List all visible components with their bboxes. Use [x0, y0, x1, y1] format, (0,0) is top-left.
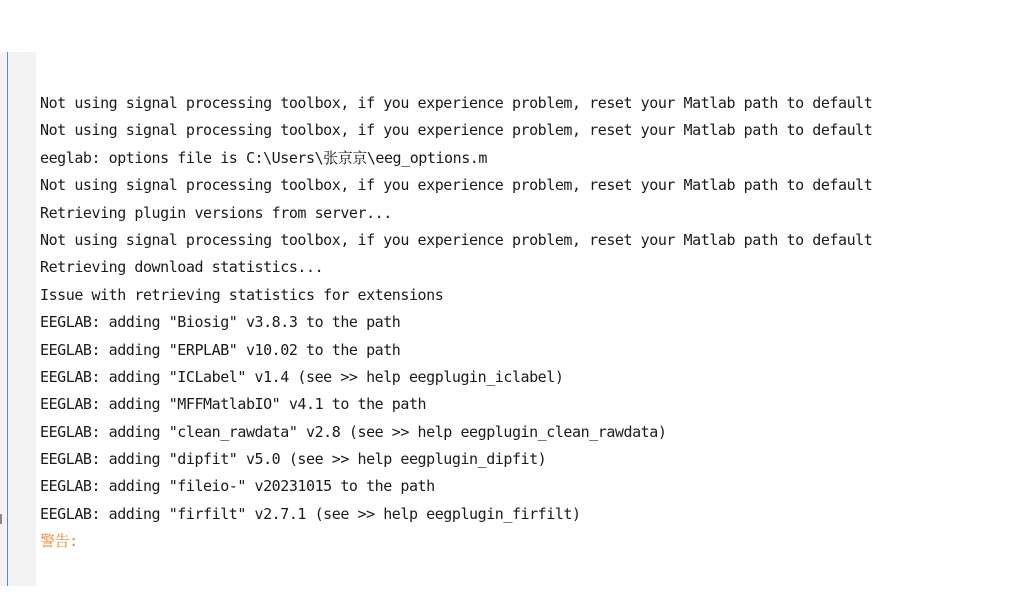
console-line: Not using signal processing toolbox, if you experience problem, reset your Matlab path to default — [40, 176, 873, 195]
command-window-output[interactable] — [40, 90, 1010, 556]
console-line: Issue with retrieving statistics for extensions — [40, 285, 444, 304]
console-line: EEGLAB: adding "clean_rawdata" v2.8 (see >> help eegplugin_clean_rawdata) — [40, 422, 667, 441]
console-line: EEGLAB: adding "dipfit" v5.0 (see >> help eegplugin_dipfit) — [40, 450, 547, 469]
left-gutter — [0, 52, 36, 586]
console-line: eeglab: options file is C:\Users\张京京\eeg_options.m — [40, 148, 487, 167]
console-line: EEGLAB: adding "Biosig" v3.8.3 to the path — [40, 313, 401, 332]
console-line: Retrieving plugin versions from server... — [40, 203, 392, 222]
console-line: EEGLAB: adding "ERPLAB" v10.02 to the path — [40, 340, 401, 359]
console-line: EEGLAB: adding "MFFMatlabIO" v4.1 to the path — [40, 395, 427, 414]
console-line: Not using signal processing toolbox, if you experience problem, reset your Matlab path to default — [40, 121, 873, 140]
console-line: Retrieving download statistics... — [40, 258, 324, 277]
console-line: EEGLAB: adding "ICLabel" v1.4 (see >> help eegplugin_iclabel) — [40, 367, 564, 386]
console-line: EEGLAB: adding "firfilt" v2.7.1 (see >> help eegplugin_firfilt) — [40, 504, 581, 523]
warning-label: 警告: — [40, 532, 78, 551]
gutter-tick-mark — [0, 514, 2, 524]
console-line: EEGLAB: adding "fileio-" v20231015 to the path — [40, 477, 435, 496]
console-line: Not using signal processing toolbox, if you experience problem, reset your Matlab path to default — [40, 230, 873, 249]
console-line: Not using signal processing toolbox, if you experience problem, reset your Matlab path to default — [40, 94, 873, 112]
gutter-edge-line — [7, 52, 8, 586]
